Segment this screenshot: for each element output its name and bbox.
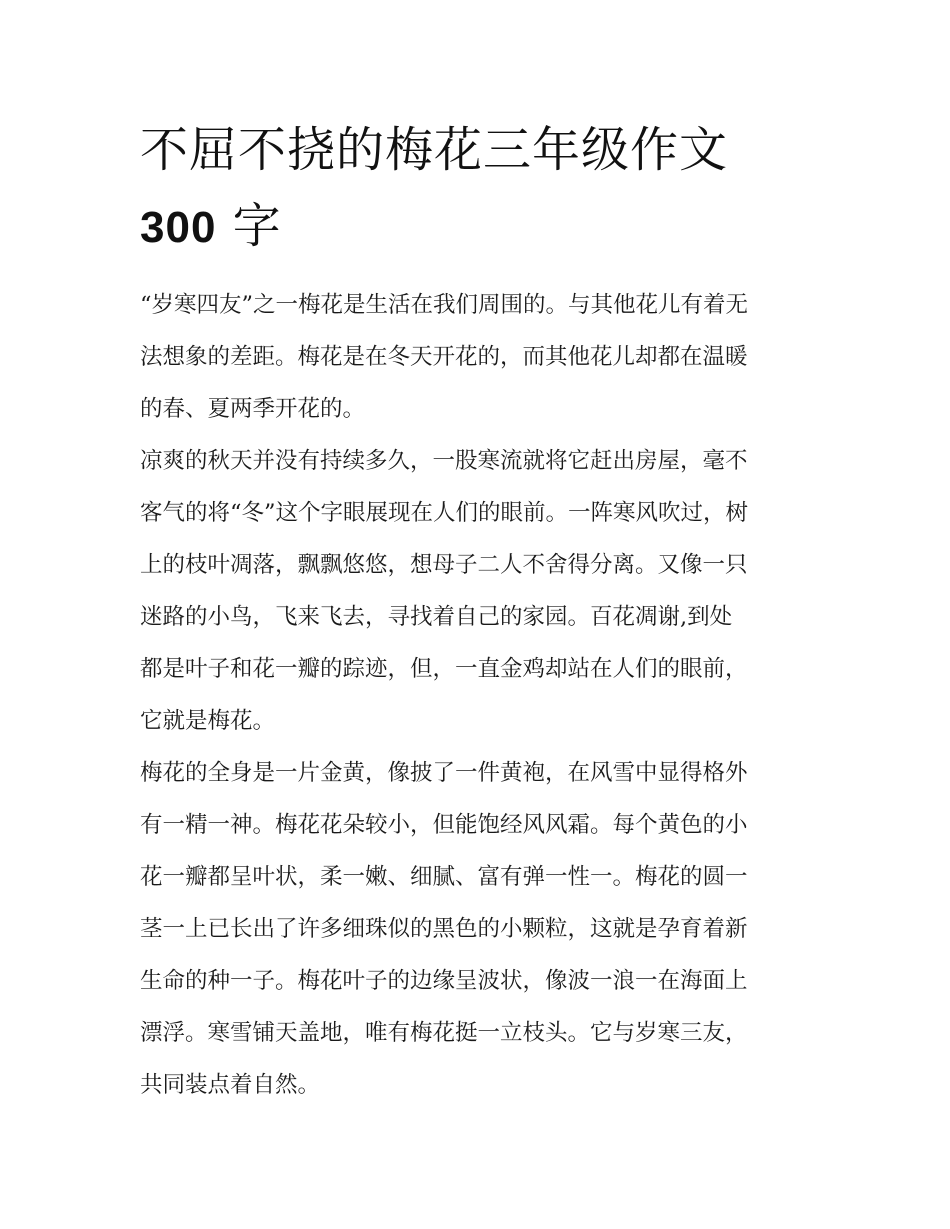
paragraph-line: 共同装点着自然。	[140, 1072, 321, 1098]
document-title	[140, 112, 820, 266]
paragraph-line: 的春、夏两季开花的。	[140, 396, 366, 422]
paragraph-line: 客气的将“冬”这个字眼展现在人们的眼前。一阵寒风吹过，树	[140, 500, 749, 526]
document-page	[140, 112, 820, 1111]
paragraph-line: 漂浮。寒雪铺天盖地，唯有梅花挺一立枝头。它与岁寒三友，	[140, 1020, 748, 1046]
paragraph-3	[140, 747, 820, 1111]
paragraph-line: 有一精一神。梅花花朵较小，但能饱经风风霜。每个黄色的小	[140, 812, 748, 838]
paragraph-2	[140, 435, 820, 747]
paragraph-line: 法想象的差距。梅花是在冬天开花的，而其他花儿却都在温暖	[140, 344, 748, 370]
paragraph-line: 梅花的全身是一片金黄，像披了一件黄袍，在风雪中显得格外	[140, 760, 748, 786]
paragraph-line: 迷路的小鸟，飞来飞去，寻找着自己的家园。百花凋谢,到处	[140, 604, 733, 630]
paragraph-line: 生命的种一子。梅花叶子的边缘呈波状，像波一浪一在海面上	[140, 968, 748, 994]
title-line-2	[140, 188, 820, 266]
paragraph-line: 凉爽的秋天并没有持续多久，一股寒流就将它赶出房屋，毫不	[140, 448, 748, 474]
paragraph-line: “岁寒四友”之一梅花是生活在我们周围的。与其他花儿有着无	[140, 292, 749, 318]
paragraph-line: 茎一上已长出了许多细珠似的黑色的小颗粒，这就是孕育着新	[140, 916, 748, 942]
paragraph-line: 上的枝叶凋落，飘飘悠悠，想母子二人不舍得分离。又像一只	[140, 552, 748, 578]
paragraph-1	[140, 279, 820, 435]
paragraph-line: 它就是梅花。	[140, 708, 276, 734]
title-suffix: 字	[216, 198, 282, 254]
paragraph-line: 都是叶子和花一瓣的踪迹，但，一直金鸡却站在人们的眼前，	[140, 656, 748, 682]
paragraph-line: 花一瓣都呈叶状，柔一嫩、细腻、富有弹一性一。梅花的圆一	[140, 864, 748, 890]
title-line-1: 不屈不挠的梅花三年级作文	[140, 122, 729, 178]
title-number: 300	[140, 203, 217, 252]
document-body	[140, 279, 820, 1111]
